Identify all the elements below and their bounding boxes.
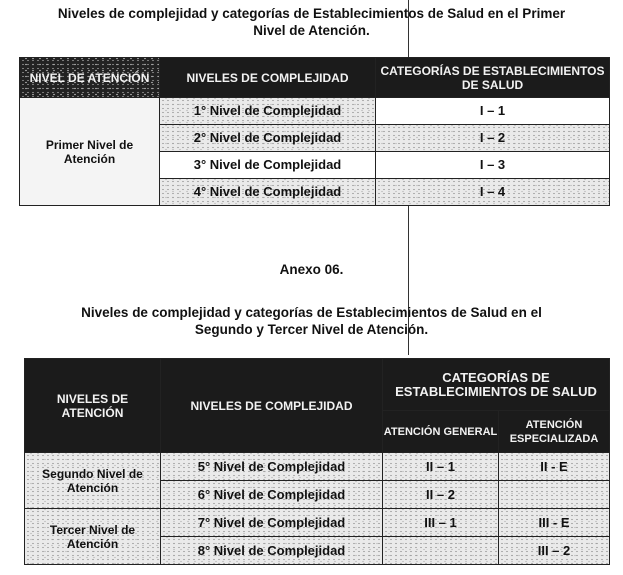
cell-especializada-7: III - E (499, 509, 610, 537)
cell-categoria-2: I – 2 (376, 125, 610, 152)
cell-complejidad-8: 8° Nivel de Complejidad (161, 537, 383, 565)
cell-general-5: II – 1 (383, 453, 499, 481)
table1-title-line2: Nivel de Atención. (253, 23, 370, 38)
header-categorias: CATEGORÍAS DE ESTABLECIMIENTOS DE SALUD (383, 359, 610, 411)
cell-primer-nivel: Primer Nivel de Atención (20, 98, 160, 206)
cell-categoria-3: I – 3 (376, 152, 610, 179)
cell-complejidad-3: 3° Nivel de Complejidad (160, 152, 376, 179)
header-niveles-atencion: NIVELES DE ATENCIÓN (25, 359, 161, 453)
table2-title-line1: Niveles de complejidad y categorías de Establecimientos de Salud en el (81, 305, 542, 320)
table1-title-line1: Niveles de complejidad y categorías de Establecimientos de Salud en el Primer (57, 6, 566, 21)
cell-tercer-nivel: Tercer Nivel de Atención (25, 509, 161, 565)
cell-complejidad-1: 1° Nivel de Complejidad (160, 98, 376, 125)
anexo-label: Anexo 06. (279, 262, 344, 277)
cell-complejidad-7: 7° Nivel de Complejidad (161, 509, 383, 537)
cell-general-7: III – 1 (383, 509, 499, 537)
header-niveles-complejidad: NIVELES DE COMPLEJIDAD (161, 359, 383, 453)
cell-complejidad-5: 5° Nivel de Complejidad (161, 453, 383, 481)
header-nivel-atencion: NIVEL DE ATENCIÓN (20, 58, 160, 98)
cell-complejidad-6: 6° Nivel de Complejidad (161, 481, 383, 509)
header-niveles-complejidad: NIVELES DE COMPLEJIDAD (160, 58, 376, 98)
table-segundo-tercer-nivel (24, 358, 610, 565)
cell-complejidad-2: 2° Nivel de Complejidad (160, 125, 376, 152)
header-atencion-especializada: ATENCIÓN ESPECIALIZADA (499, 411, 610, 453)
table-primer-nivel (19, 57, 610, 206)
cell-complejidad-4: 4° Nivel de Complejidad (160, 179, 376, 206)
cell-especializada-6 (499, 481, 610, 509)
cell-categoria-1: I – 1 (376, 98, 610, 125)
cell-general-8 (383, 537, 499, 565)
header-categorias: CATEGORÍAS DE ESTABLECIMIENTOS DE SALUD (376, 58, 610, 98)
cell-segundo-nivel: Segundo Nivel de Atención (25, 453, 161, 509)
header-atencion-general: ATENCIÓN GENERAL (383, 411, 499, 453)
cell-especializada-5: II - E (499, 453, 610, 481)
table2-title-line2: Segundo y Tercer Nivel de Atención. (194, 322, 429, 337)
cell-general-6: II – 2 (383, 481, 499, 509)
cell-categoria-4: I – 4 (376, 179, 610, 206)
cell-especializada-8: III – 2 (499, 537, 610, 565)
